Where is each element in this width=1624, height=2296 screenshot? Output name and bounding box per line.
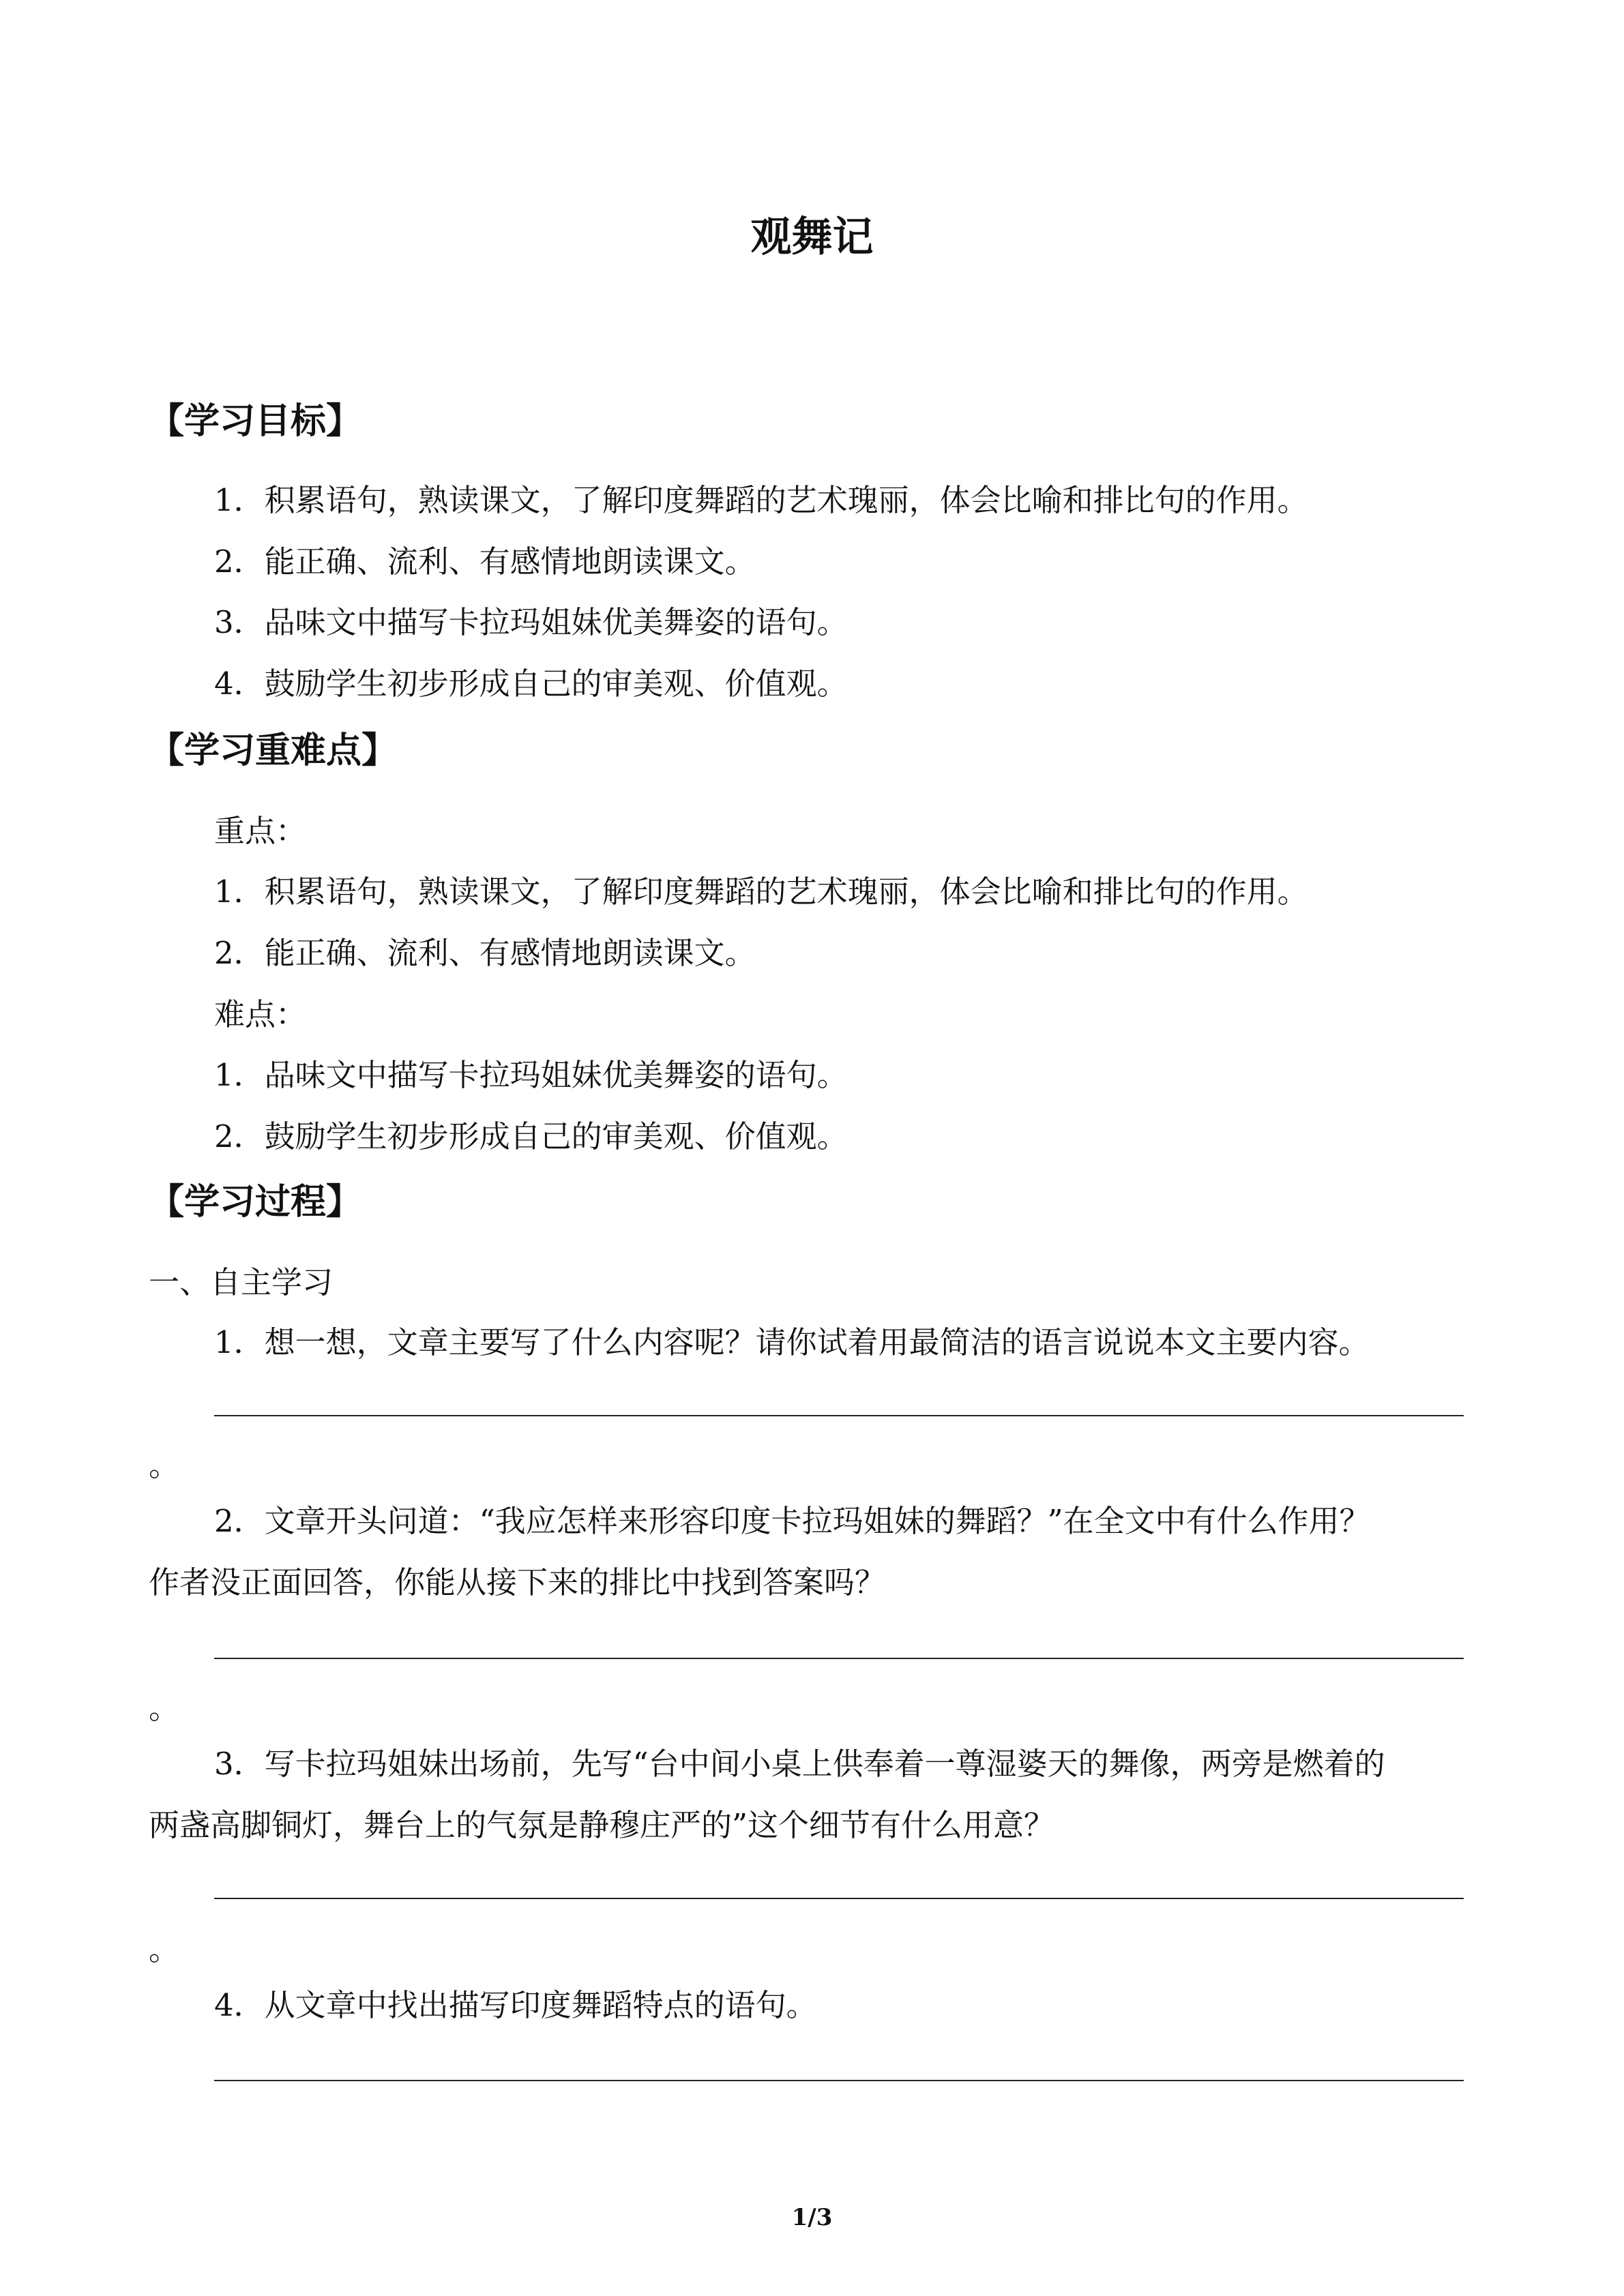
answer-line[interactable] bbox=[214, 1415, 1464, 1416]
page-number: 1/3 bbox=[791, 2204, 833, 2231]
answer-line[interactable] bbox=[214, 2080, 1464, 2081]
question-3-continued: 两盏高脚铜灯，舞台上的气氛是静穆庄严的”这个细节有什么用意？ bbox=[149, 1807, 1055, 1843]
question-3: 3．写卡拉玛姐妹出场前，先写“台中间小桌上供奉着一尊湿婆天的舞像，两旁是燃着的 bbox=[214, 1746, 1385, 1782]
answer-line[interactable] bbox=[214, 1898, 1464, 1899]
question-2-continued: 作者没正面回答，你能从接下来的排比中找到答案吗？ bbox=[149, 1564, 886, 1600]
answer-line[interactable] bbox=[214, 1658, 1464, 1659]
page-title: 观舞记 bbox=[750, 213, 874, 261]
objective-item: 4．鼓励学生初步形成自己的审美观、价值观。 bbox=[214, 666, 848, 702]
difficulty-item: 1．品味文中描写卡拉玛姐妹优美舞姿的语句。 bbox=[214, 1057, 848, 1093]
question-2: 2．文章开头问道：“我应怎样来形容印度卡拉玛姐妹的舞蹈？”在全文中有什么作用？ bbox=[214, 1503, 1370, 1539]
question-1: 1．想一想，文章主要写了什么内容呢？请你试着用最简洁的语言说说本文主要内容。 bbox=[214, 1324, 1370, 1360]
difficulty-item: 2．鼓励学生初步形成自己的审美观、价值观。 bbox=[214, 1118, 848, 1154]
focus-item: 1．积累语句，熟读课文，了解印度舞蹈的艺术瑰丽，体会比喻和排比句的作用。 bbox=[214, 874, 1308, 910]
answer-end-mark: 。 bbox=[149, 1690, 180, 1726]
focus-label: 重点： bbox=[214, 813, 307, 849]
objective-item: 2．能正确、流利、有感情地朗读课文。 bbox=[214, 543, 756, 580]
difficulty-label: 难点： bbox=[214, 996, 307, 1032]
objective-item: 1．积累语句，熟读课文，了解印度舞蹈的艺术瑰丽，体会比喻和排比句的作用。 bbox=[214, 482, 1308, 518]
process-heading: 【学习过程】 bbox=[149, 1182, 362, 1223]
key-points-heading: 【学习重难点】 bbox=[149, 730, 398, 771]
question-4: 4．从文章中找出描写印度舞蹈特点的语句。 bbox=[214, 1987, 817, 2023]
answer-end-mark: 。 bbox=[149, 1931, 180, 1967]
answer-end-mark: 。 bbox=[149, 1447, 180, 1483]
section-title: 一、自主学习 bbox=[149, 1264, 334, 1300]
focus-item: 2．能正确、流利、有感情地朗读课文。 bbox=[214, 935, 756, 971]
objective-item: 3．品味文中描写卡拉玛姐妹优美舞姿的语句。 bbox=[214, 604, 848, 640]
objectives-heading: 【学习目标】 bbox=[149, 401, 362, 442]
